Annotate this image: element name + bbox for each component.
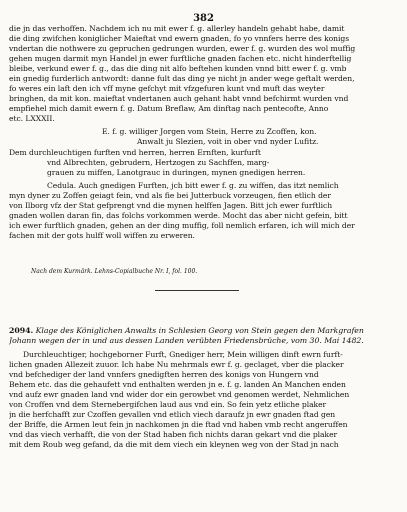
text-line: Behem etc. das die gehaufett vnd enthalten werden jn e. f. g. landen An Manchen enden	[9, 380, 346, 389]
heading-line: Johann wegen der in und aus dessen Landen verübten Friedensbrüche, vom 30. Mai 1482.	[9, 336, 364, 345]
heading-text: Klage des Königlichen Anwalts in Schlesien Georg von Stein gegen den Markgrafen	[35, 326, 364, 335]
text-line: empfiehel mich damit ewern f. g. Datum Breflaw, Am dinftag nach pentecofte, Anno	[9, 104, 329, 113]
text-line: die ding zwifchen koniglicher Maieftat vnd ewern gnaden, fo yo vnnfers herre des konigs	[9, 34, 350, 43]
text-line: ein gnedig furderlich antwordt: danne fult das ding ye nicht jn ander wege geftalt werden,	[9, 74, 355, 83]
text-line: gehen mugen darmit myn Handel jn ewer furftliche gnaden fachen etc. nicht hinderftellig	[9, 54, 352, 63]
address-line: grauen zu miffen, Lanotgrauc in duringen, mynen gnedigen herren.	[47, 168, 306, 177]
heading-line	[9, 326, 400, 336]
text-line: jn die herfchafft zur Czoffen gevallen vnd etlich viech daraufz jn ewr gnaden ftad gen	[9, 410, 336, 419]
text-line: vnd das viech verhafft, die von der Stad haben fich nichts daran gekart vnd die plaker	[9, 430, 338, 439]
text-line: vndertan die nothwere zu gepruchen gedrungen wurden, ewer f. g. wurden des wol muffig	[9, 44, 356, 53]
text-line: bleibe, verkund ewer f. g., das die ding nit alfo beftehen kunden vnnd bitt ewer f. g. vmb	[9, 64, 347, 73]
source-note: Nach dem Kurmärk. Lehns-Copialbuche Nr. I, fol. 100.	[31, 268, 198, 275]
text-line: etc. LXXXII.	[9, 114, 55, 123]
cedula-line: ich ewer furftlich gnaden, gehen an der ding muffig, foll nemlich erfaren, ich will mich der	[9, 221, 355, 230]
text-line: mit dem Roub weg gefand, da die mit dem viech ein kleynen weg von der Stad jn nach	[9, 440, 339, 449]
cedula-line: fachen mit der gots hulff woll wiffen zu erweren.	[9, 231, 195, 240]
cedula-line: gnaden wollen daran fin, das folchs vorkommen werde. Mocht das aber nicht gefein, bitt	[9, 211, 348, 220]
cedula-line: von Ilborg vfz der Stat gefprengt vnd die mynen helffen Jagen. Bitt jch ewer furftlich	[9, 201, 333, 210]
signature-line: Anwalt ju Slezien, voit in ober vnd nyder Lufitz.	[137, 137, 319, 146]
signature-line: E. f. g. williger Jorgen vom Stein, Herre zu Zcoffen, kon.	[102, 127, 317, 136]
cedula-line: Cedula. Auch gnedigen Furften, jch bitt ewer f. g. zu wiffen, das itzt nemlich	[47, 181, 339, 190]
text-line: die jn das verhoffen. Nachdem ich nu mit ewer f. g. allerley handeln gehabt habe, damit	[9, 24, 345, 33]
text-line: von Croffen vnd dem Sternebergifchen laud aus vnd ein. So fein yetz etliche plaker	[9, 400, 327, 409]
text-line: fo weres ein laft den ich vff myne gefchyt mit vfzgefuren kunt vnd muft das weyter	[9, 84, 325, 93]
section-divider	[155, 290, 239, 291]
cedula-line: myn dyner zu Zoffen geiagt fein, vnd als fie bei Jutterbuck vorzeugen, fien etlich der	[9, 191, 331, 200]
address-line: Dem durchleuchtigen furften vnd herren, herren Ernften, kurfurft	[9, 148, 261, 157]
text-line: lichen gnaden Allezeit zuuor. Ich habe Nu mehrmals ewr f. g. geclaget, vber die placker	[9, 360, 344, 369]
text-line: vnd aufz ewr gnaden land vnd wider dor ein gerowbet vnd genomen werdet, Nehmlichen	[9, 390, 350, 399]
text-line: Durchleuchtiger, hochgeborner Furft, Gnediger herr, Mein willigen dinft ewrn furft-	[23, 350, 343, 359]
text-line: vnd befchediger der land vnnfers gnedigften herren des konigs von Hungern vnd	[9, 370, 319, 379]
document-number: 2094.	[9, 326, 34, 335]
address-line: vnd Albrechten, gebrudern, Hertzogen zu Sachffen, marg-	[47, 158, 270, 167]
page-number: 382	[193, 13, 214, 24]
text-line: bringhen, da mit kon. maieftat vndertanen auch gehant habt vnnd befchirmt wurden vnd	[9, 94, 349, 103]
text-line: der Briffe, die Armen leut fein jn nachkomen jn die ftad vnd haben vmb recht angeruffen	[9, 420, 348, 429]
